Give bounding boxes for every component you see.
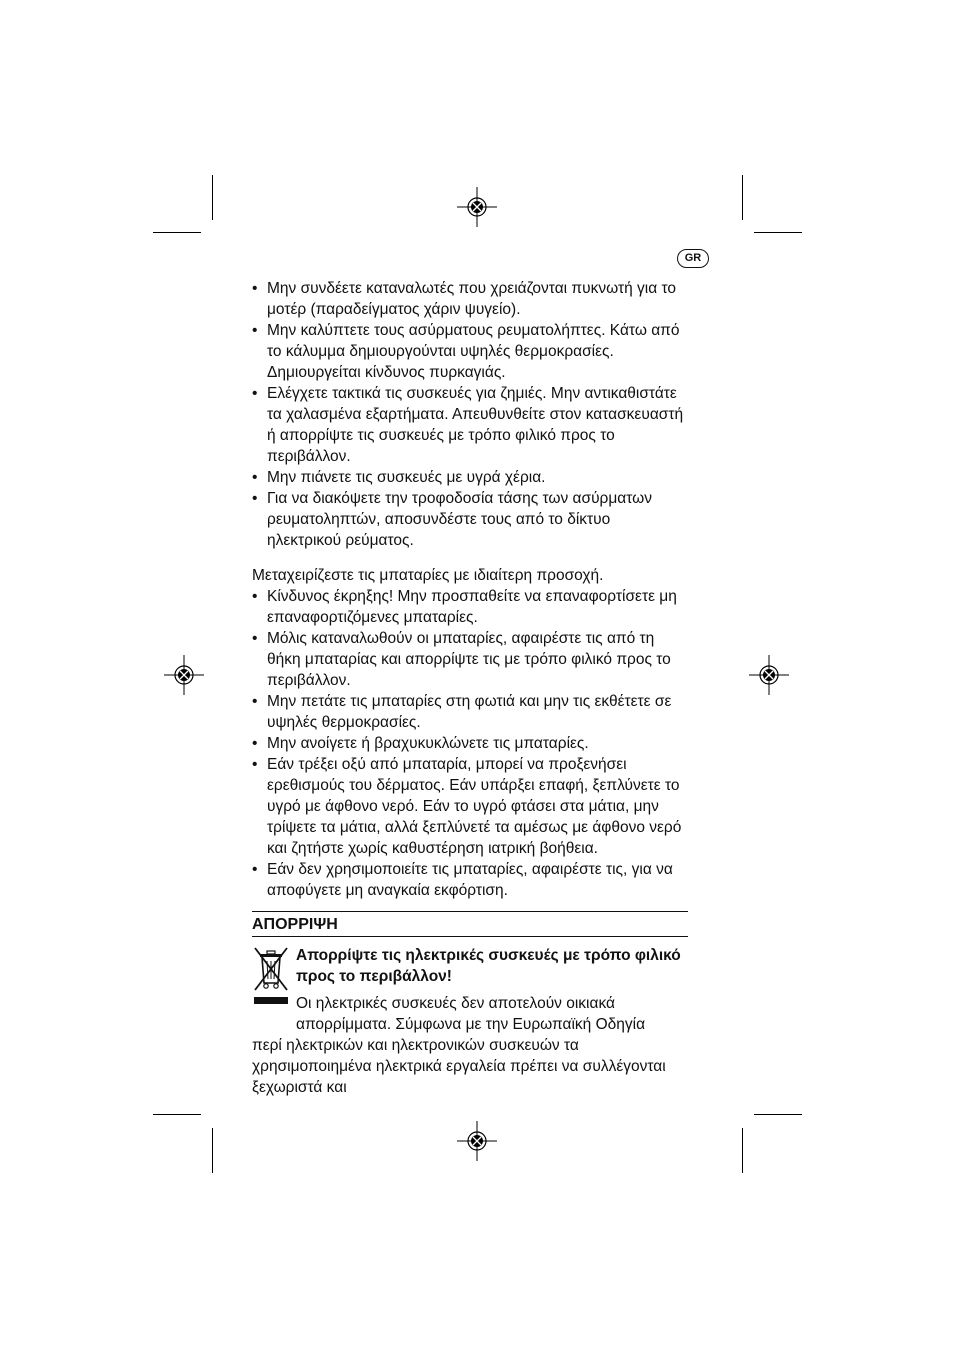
list-item: • Μόλις καταναλωθούν οι μπαταρίες, αφαιρέστε τις από τη θήκη μπαταρίας και απορρίψτε τις με τρόπο φιλικό προς το περιβάλλον. [252,630,671,689]
list-item-text: Μην ανοίγετε ή βραχυκυκλώνετε τις μπαταρίες. [267,735,589,752]
battery-list [252,586,688,901]
weee-notice [252,945,688,993]
registration-mark-icon [457,1121,497,1161]
crop-mark [153,1114,201,1115]
registration-mark-icon [457,187,497,227]
list-item-text: Μην συνδέετε καταναλωτές που χρειάζονται πυκνωτή για το μοτέρ (παραδείγματος χάριν ψυγείο). [267,280,676,318]
disposal-text: Οι ηλεκτρικές συσκευές δεν αποτελούν οικιακά απορρίμματα. Σύμφωνα με την Ευρωπαϊκή Οδηγία [296,995,646,1033]
battery-intro: Μεταχειρίζεστε τις μπαταρίες με ιδιαίτερη προσοχή. [252,567,604,584]
list-item: • Μην συνδέετε καταναλωτές που χρειάζονται πυκνωτή για το μοτέρ (παραδείγματος χάριν ψυγείο). [252,280,676,318]
crop-mark [742,175,743,220]
crop-mark [212,175,213,220]
list-item: • Μην πιάνετε τις συσκευές με υγρά χέρια. [252,469,546,486]
list-item: • Εάν δεν χρησιμοποιείτε τις μπαταρίες, αφαιρέστε τις, για να αποφύγετε μη αναγκαία εκφόρτιση. [252,861,673,899]
list-item: • Για να διακόψετε την τροφοδοσία τάσης των ασύρματων ρευματοληπτών, αποσυνδέστε τους από το δίκτυο ηλεκτρικού ρεύματος. [252,490,653,549]
list-item: • Μην καλύπτετε τους ασύρματους ρευματολήπτες. Κάτω από το κάλυμμα δημιουργούνται υψηλές θερμοκρασίες. Δημιουργείται κίνδυνος πυρκαγιάς. [252,322,680,381]
list-item: • Μην πετάτε τις μπαταρίες στη φωτιά και μην τις εκθέτετε σε υψηλές θερμοκρασίες. [252,693,672,731]
language-badge: GR [677,249,709,268]
crop-mark [153,232,201,233]
black-bar-marker [252,993,290,1035]
disposal-text-block [252,993,688,1035]
disposal-warning: Απορρίψτε τις ηλεκτρικές συσκευές με τρόπο φιλικό προς το περιβάλλον! [296,947,681,985]
crop-mark [742,1128,743,1173]
list-item: • Ελέγχετε τακτικά τις συσκευές για ζημιές. Μην αντικαθιστάτε τα χαλασμένα εξαρτήματα. Απευθυνθείτε στον κατασκευαστή ή απορρίψτε τις συσκευές με τρόπο φιλικό προς το περιβάλλον. [252,385,684,465]
list-item-text: Μην πιάνετε τις συσκευές με υγρά χέρια. [267,469,546,486]
list-item-text: Μην πετάτε τις μπαταρίες στη φωτιά και μην τις εκθέτετε σε υψηλές θερμοκρασίες. [267,693,672,731]
crop-mark [754,1114,802,1115]
list-item-text: Μην καλύπτετε τους ασύρματους ρευματολήπτες. Κάτω από το κάλυμμα δημιουργούνται υψηλές θερμοκρασίες. Δημιουργείται κίνδυνος πυρκαγιάς. [267,322,680,381]
registration-mark-icon [164,655,204,695]
disposal-paragraph: περί ηλεκτρικών και ηλεκτρονικών συσκευών τα χρησιμοποιημένα ηλεκτρικά εργαλεία πρέπει να συλλέγονται ξεχωριστά και [252,1037,666,1096]
list-item-text: Εάν δεν χρησιμοποιείτε τις μπαταρίες, αφαιρέστε τις, για να αποφύγετε μη αναγκαία εκφόρτιση. [267,861,673,899]
list-item-text: Κίνδυνος έκρηξης! Μην προσπαθείτε να επαναφορτίσετε μη επαναφορτιζόμενες μπαταρίες. [267,588,677,626]
list-item: • Μην ανοίγετε ή βραχυκυκλώνετε τις μπαταρίες. [252,735,589,752]
crop-mark [212,1128,213,1173]
crossed-out-bin-icon [252,945,290,993]
registration-mark-icon [749,655,789,695]
list-item-text: Ελέγχετε τακτικά τις συσκευές για ζημιές. Μην αντικαθιστάτε τα χαλασμένα εξαρτήματα. Απευθυνθείτε στον κατασκευαστή ή απορρίψτε τις συσκευές με τρόπο φιλικό προς το περιβάλλον. [267,385,684,465]
crop-mark [754,232,802,233]
page-content [252,278,688,1098]
list-item-text: Μόλις καταναλωθούν οι μπαταρίες, αφαιρέστε τις από τη θήκη μπαταρίας και απορρίψτε τις με τρόπο φιλικό προς το περιβάλλον. [267,630,671,689]
list-item: • Κίνδυνος έκρηξης! Μην προσπαθείτε να επαναφορτίσετε μη επαναφορτιζόμενες μπαταρίες. [252,588,677,626]
safety-list [252,278,688,551]
list-item: • Εάν τρέξει οξύ από μπαταρία, μπορεί να προξενήσει ερεθισμούς του δέρματος. Εάν υπάρξει επαφή, ξεπλύνετε το υγρό με άφθονο νερό. Εάν το υγρό φτάσει στα μάτια, μην τρίψετε τα μάτια, αλλά ξεπλύνετέ τα αμέσως με άφθονο νερό και ζητήστε χωρίς καθυστέρηση ιατρική βοήθεια. [252,756,682,857]
list-item-text: Εάν τρέξει οξύ από μπαταρία, μπορεί να προξενήσει ερεθισμούς του δέρματος. Εάν υπάρξει επαφή, ξεπλύνετε το υγρό με άφθονο νερό. Εάν το υγρό φτάσει στα μάτια, μην τρίψετε τα μάτια, αλλά ξεπλύνετέ τα αμέσως με άφθονο νερό και ζητήστε χωρίς καθυστέρηση ιατρική βοήθεια. [267,756,682,857]
section-heading-disposal: ΑΠΟΡΡΙΨΗ [252,911,688,937]
list-item-text: Για να διακόψετε την τροφοδοσία τάσης των ασύρματων ρευματοληπτών, αποσυνδέστε τους από το δίκτυο ηλεκτρικού ρεύματος. [267,490,653,549]
